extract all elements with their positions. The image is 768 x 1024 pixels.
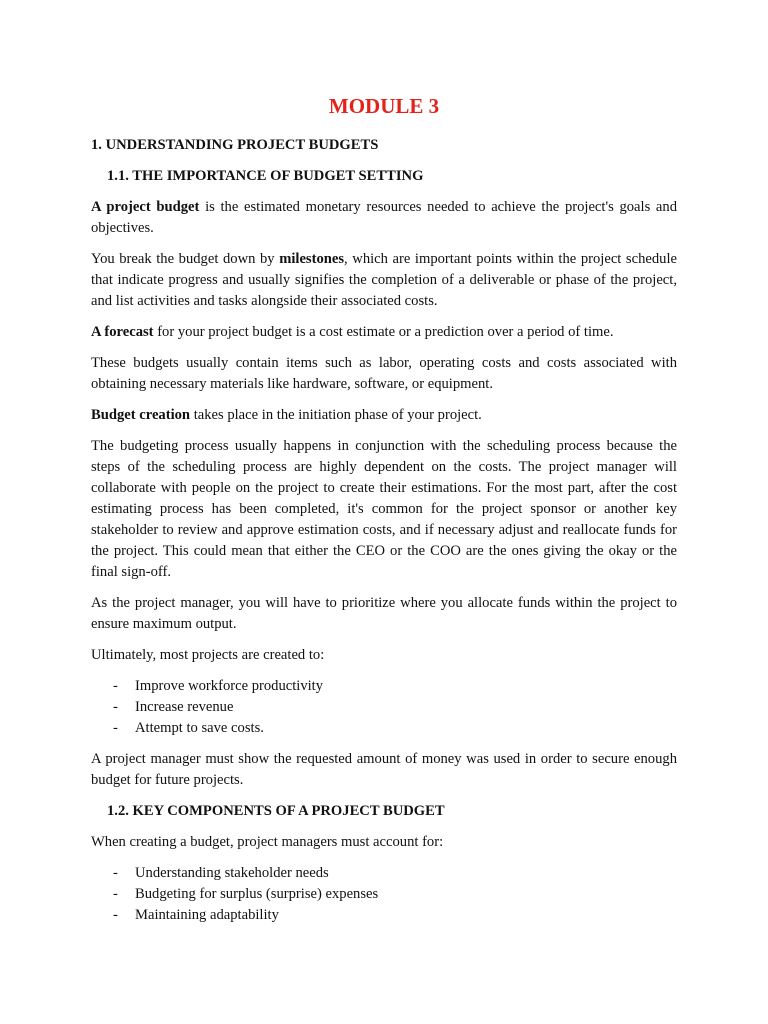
list-item: - Improve workforce productivity	[113, 678, 324, 694]
subsection-heading-1-2: 1.2. KEY COMPONENTS OF A PROJECT BUDGET	[107, 803, 445, 819]
paragraph-milestones: You break the budget down by milestones, which are important points within the project schedule that indicate progress and usually signifies the completion of a deliverable or phase of the project, and list activities and tasks alongside their associated costs.	[91, 251, 677, 309]
term-forecast: A forecast	[91, 324, 154, 340]
list-item: - Budgeting for surplus (surprise) expenses	[113, 886, 379, 902]
term-budget-creation: Budget creation	[91, 407, 191, 423]
paragraph-budget-items: These budgets usually contain items such as labor, operating costs and costs associated with obtaining necessary materials like hardware, software, or equipment.	[91, 355, 677, 392]
page-title: MODULE 3	[328, 94, 440, 118]
term-project-budget: A project budget	[91, 199, 200, 215]
list-item: - Maintaining adaptability	[113, 907, 279, 923]
list-item: - Attempt to save costs.	[113, 720, 264, 736]
paragraph-budgeting-process: The budgeting process usually happens in conjunction with the scheduling process because the steps of the scheduling process are highly dependent on the costs. The project manager will collaborate with people on the project to create their estimations. For the most part, after the cost estimating process has been completed, it's common for the project sponsor or another key stakeholder to review and approve estimation costs, and if necessary adjust and reallocate funds for the project. This could mean that either the CEO or the COO are the ones giving the okay or the final sign-off.	[91, 438, 677, 580]
project-goals-list	[91, 676, 677, 739]
term-milestones: milestones	[279, 251, 345, 267]
budget-components-list	[91, 863, 677, 926]
paragraph-secure-budget: A project manager must show the requested amount of money was used in order to secure enough budget for future projects.	[91, 751, 677, 788]
paragraph-forecast: A forecast for your project budget is a cost estimate or a prediction over a period of time.	[91, 324, 614, 340]
list-item: - Increase revenue	[113, 699, 234, 715]
subsection-heading-1-1: 1.1. THE IMPORTANCE OF BUDGET SETTING	[107, 168, 424, 184]
list-item: - Understanding stakeholder needs	[113, 865, 329, 881]
paragraph-ultimately: Ultimately, most projects are created to:	[91, 647, 325, 663]
paragraph-project-budget: A project budget is the estimated monetary resources needed to achieve the project's goals and objectives.	[91, 199, 677, 236]
paragraph-account-for: When creating a budget, project managers must account for:	[91, 834, 444, 850]
document-body	[91, 135, 677, 936]
section-heading-1: 1. UNDERSTANDING PROJECT BUDGETS	[91, 137, 379, 153]
paragraph-prioritize: As the project manager, you will have to prioritize where you allocate funds within the project to ensure maximum output.	[91, 595, 677, 632]
paragraph-budget-creation: Budget creation takes place in the initiation phase of your project.	[91, 407, 482, 423]
